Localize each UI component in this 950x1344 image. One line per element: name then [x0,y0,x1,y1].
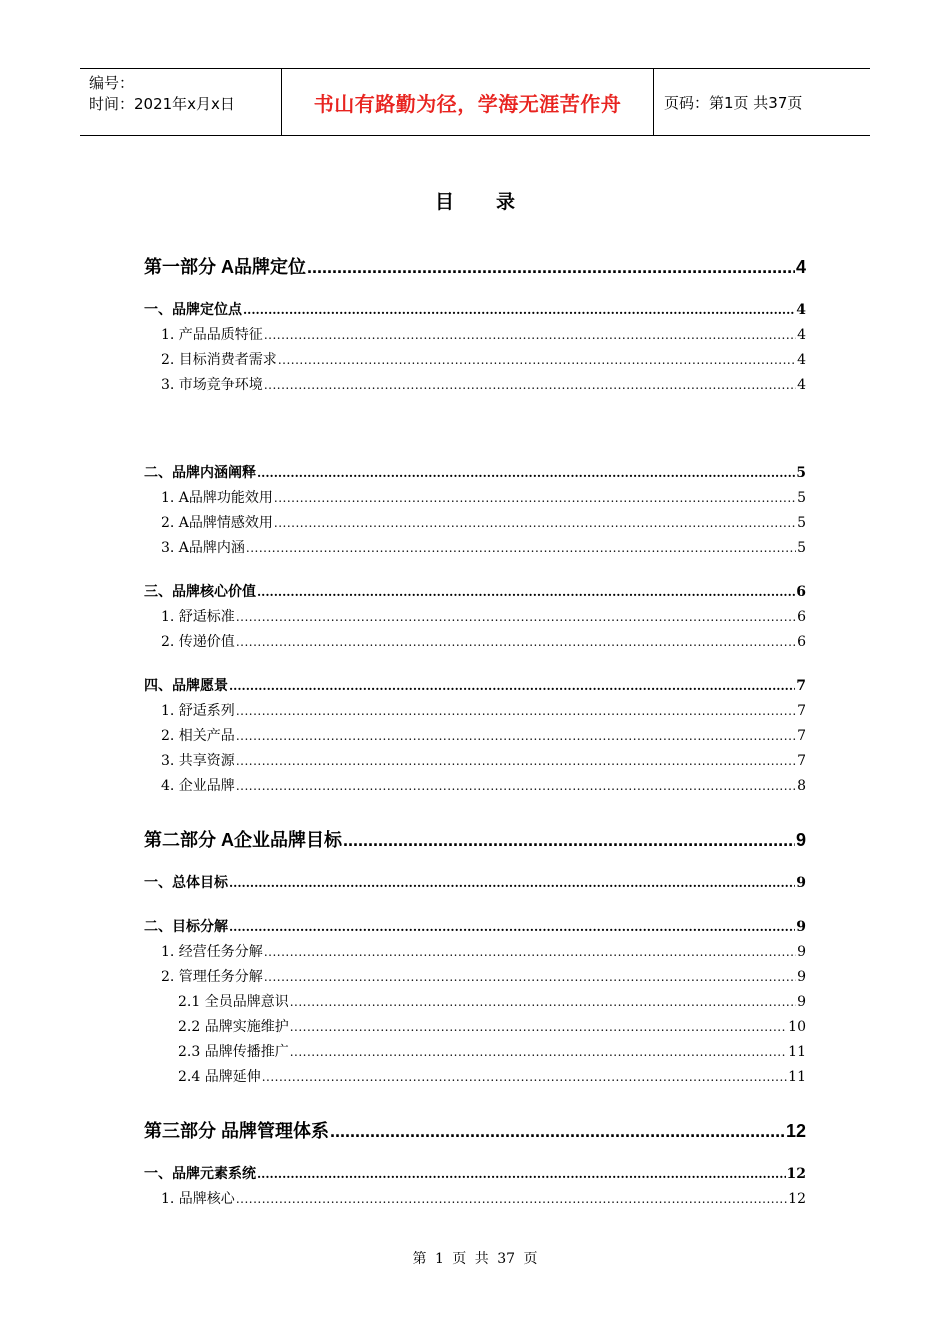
toc-item[interactable] [161,941,806,961]
toc-leader [330,1121,785,1142]
toc-page-number: 9 [797,994,806,1010]
toc-label: 2. 管理任务分解 [161,969,263,985]
toc-page-number: 9 [796,919,806,935]
toc-page-number: 12 [788,1191,806,1207]
toc-leader [236,779,796,793]
toc-item[interactable] [178,1016,806,1036]
toc-part[interactable] [144,253,806,279]
toc-leader [264,970,796,984]
toc-leader [274,516,796,530]
toc-item[interactable] [161,606,806,626]
toc-section[interactable] [144,872,806,892]
toc-label: 2.1 全员品牌意识 [178,994,289,1010]
toc-label: 1. 舒适系列 [161,703,235,719]
toc-part[interactable] [144,826,806,852]
toc-leader [290,1020,787,1034]
toc-leader [290,1045,787,1059]
toc-section[interactable] [144,675,806,695]
header-page-info: 页码：第1页 共37页 [664,93,803,112]
toc-label: 4. 企业品牌 [161,778,235,794]
toc-leader [274,491,796,505]
toc-page-number: 4 [795,257,806,277]
toc-item[interactable] [178,1041,806,1061]
toc-page-number: 5 [797,490,806,506]
toc-page-number: 5 [796,465,806,481]
page-footer: 第 1 页 共 37 页 [412,1251,538,1267]
toc-label: 1. 产品品质特征 [161,327,263,343]
toc-item[interactable] [161,349,806,369]
toc-page-number: 9 [796,875,806,891]
toc-page-number: 4 [796,302,806,318]
toc-label: 二、目标分解 [144,919,228,935]
toc-leader [257,466,795,480]
toc-leader [236,1192,787,1206]
toc-label: 2.3 品牌传播推广 [178,1044,289,1060]
toc-label: 3. 市场竞争环境 [161,377,263,393]
toc-section[interactable] [144,1163,806,1183]
toc-page-number: 5 [797,515,806,531]
toc-leader [229,679,795,693]
toc-item[interactable] [161,537,806,557]
toc-page-number: 4 [797,327,806,343]
toc-item[interactable] [161,750,806,770]
toc-label: 二、品牌内涵阐释 [144,465,256,481]
toc-label: 一、品牌元素系统 [144,1166,256,1182]
toc-leader [343,830,795,851]
header-motto: 书山有路勤为径，学海无涯苦作舟 [281,69,654,135]
toc-page-number: 7 [797,703,806,719]
toc-label: 第一部分 A品牌定位 [144,257,306,277]
toc-item[interactable] [161,631,806,651]
toc-label: 一、总体目标 [144,875,228,891]
toc-leader [264,945,796,959]
toc-page-number: 5 [797,540,806,556]
toc-item[interactable] [161,512,806,532]
toc-label: 1. 经营任务分解 [161,944,263,960]
toc-label: 2. 相关产品 [161,728,235,744]
toc-item[interactable] [161,725,806,745]
toc-label: 第三部分 品牌管理体系 [144,1121,329,1141]
toc-page-number: 6 [797,609,806,625]
toc-item[interactable] [161,324,806,344]
toc-label: 四、品牌愿景 [144,678,228,694]
toc-item[interactable] [178,991,806,1011]
toc-title: 目录 [434,191,557,213]
toc-part[interactable] [144,1117,806,1143]
toc-label: 2.2 品牌实施维护 [178,1019,289,1035]
page-header [80,68,870,136]
toc-label: 2. 目标消费者需求 [161,352,277,368]
toc-leader [257,1167,786,1181]
toc-page-number: 10 [788,1019,806,1035]
toc-page-number: 9 [797,944,806,960]
toc-page-number: 6 [796,584,806,600]
toc-section[interactable] [144,462,806,482]
toc-leader [236,704,796,718]
toc-page-number: 7 [797,753,806,769]
toc-page-number: 11 [788,1044,806,1060]
toc-item[interactable] [161,1188,806,1208]
toc-label: 1. 品牌核心 [161,1191,235,1207]
toc-page-number: 12 [785,1121,806,1141]
toc-page-number: 4 [797,352,806,368]
toc-section[interactable] [144,299,806,319]
toc-leader [264,328,796,342]
toc-item[interactable] [178,1066,806,1086]
toc-leader [229,876,795,890]
toc-item[interactable] [161,700,806,720]
toc-leader [307,257,795,278]
toc-leader [243,303,795,317]
toc-leader [236,729,796,743]
toc-page-number: 7 [797,728,806,744]
toc-leader [236,754,796,768]
toc-label: 1. A品牌功能效用 [161,490,273,506]
header-time: 时间：2021年x月x日 [89,95,235,113]
toc-label: 一、品牌定位点 [144,302,242,318]
toc-leader [229,920,795,934]
toc-page-number: 9 [797,969,806,985]
toc-page-number: 11 [788,1069,806,1085]
toc-item[interactable] [161,487,806,507]
header-number: 编号： [89,74,135,92]
toc-page-number: 9 [795,830,806,850]
toc-leader [257,585,795,599]
toc-item[interactable] [161,966,806,986]
toc-item[interactable] [161,374,806,394]
toc-label: 2. A品牌情感效用 [161,515,273,531]
toc-label: 3. 共享资源 [161,753,235,769]
toc-leader [262,1070,787,1084]
toc-section[interactable] [144,916,806,936]
toc-section[interactable] [144,581,806,601]
toc-leader [278,353,796,367]
header-meta [80,69,281,135]
toc-leader [236,610,796,624]
toc-page-number: 6 [797,634,806,650]
toc-item[interactable] [161,775,806,795]
toc-label: 第二部分 A企业品牌目标 [144,830,342,850]
toc-leader [290,995,796,1009]
toc-label: 3. A品牌内涵 [161,540,245,556]
toc-label: 2.4 品牌延伸 [178,1069,261,1085]
toc-page-number: 7 [796,678,806,694]
toc-leader [246,541,796,555]
toc-page-number: 4 [797,377,806,393]
toc-label: 1. 舒适标准 [161,609,235,625]
toc-page-number: 8 [797,778,806,794]
toc-label: 2. 传递价值 [161,634,235,650]
toc-label: 三、品牌核心价值 [144,584,256,600]
toc-leader [236,635,796,649]
toc-page-number: 12 [786,1166,806,1182]
toc-leader [264,378,796,392]
